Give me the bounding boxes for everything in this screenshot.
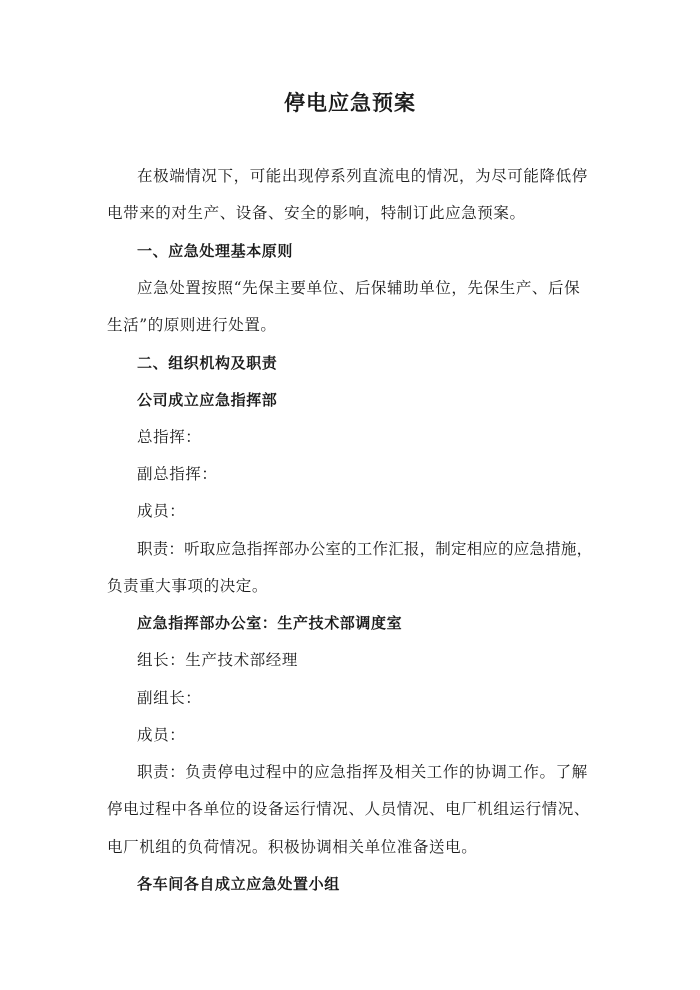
- hq-deputy-commander: 副总指挥：: [137, 465, 218, 483]
- section2-heading: 二、组织机构及职责: [137, 354, 278, 372]
- office-leader: 组长：生产技术部经理: [137, 651, 299, 669]
- hq-duty-line-2: 负责重大事项的决定。: [107, 577, 269, 595]
- hq-commander: 总指挥：: [137, 428, 202, 446]
- section1-heading: 一、应急处理基本原则: [137, 242, 294, 260]
- hq-heading: 公司成立应急指挥部: [137, 391, 278, 409]
- office-members: 成员：: [137, 726, 186, 744]
- office-duty-line-1: 职责：负责停电过程中的应急指挥及相关工作的协调工作。了解: [137, 763, 588, 781]
- hq-members: 成员：: [137, 502, 186, 520]
- hq-duty-line-1: 职责：听取应急指挥部办公室的工作汇报，制定相应的应急措施，: [137, 540, 593, 558]
- workshops-heading: 各车间各自成立应急处置小组: [137, 875, 340, 893]
- office-duty-line-2: 停电过程中各单位的设备运行情况、人员情况、电厂机组运行情况、: [107, 800, 591, 818]
- section1-line-1: 应急处置按照“先保主要单位、后保辅助单位，先保生产、后保: [137, 279, 581, 297]
- section1-line-2: 生活”的原则进行处置。: [107, 316, 277, 334]
- document-title: 停电应急预案: [284, 91, 416, 115]
- office-deputy-leader: 副组长：: [137, 689, 202, 707]
- office-heading: 应急指挥部办公室：生产技术部调度室: [137, 614, 403, 632]
- intro-line-1: 在极端情况下，可能出现停系列直流电的情况，为尽可能降低停: [137, 167, 588, 185]
- intro-line-2: 电带来的对生产、设备、安全的影响，特制订此应急预案。: [107, 204, 526, 222]
- office-duty-line-3: 电厂机组的负荷情况。积极协调相关单位准备送电。: [107, 838, 478, 856]
